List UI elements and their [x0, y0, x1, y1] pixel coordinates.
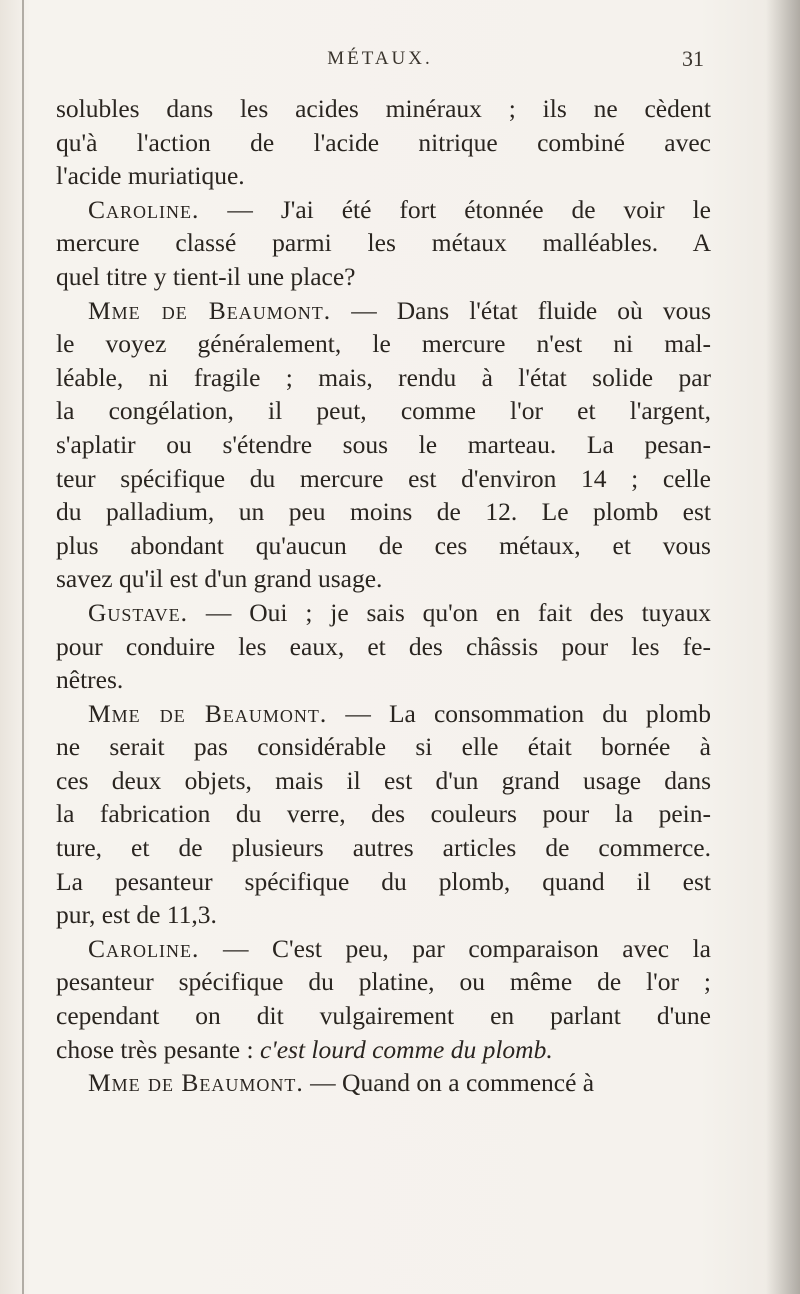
line-text: — Quand on a commencé à [303, 1068, 595, 1098]
line-text: l'acide muriatique. [56, 161, 245, 191]
line-text: pesanteur spécifique du platine, ou même de l'or ; [56, 967, 711, 997]
running-head: MÉTAUX. [327, 48, 433, 69]
text-line [56, 193, 711, 227]
text-line [56, 92, 711, 126]
text-line [56, 630, 711, 664]
speaker-name: Gustave. [88, 597, 189, 627]
line-text: ne serait pas considérable si elle était bornée à [56, 732, 711, 762]
text-line [56, 999, 711, 1033]
speaker-name: Mme de Beaumont. [88, 295, 332, 325]
page-number: 31 [682, 46, 704, 71]
text-line [56, 260, 711, 294]
line-text: — C'est peu, par comparaison avec la [199, 933, 711, 963]
line-text: La pesanteur spécifique du plomb, quand il est [56, 866, 711, 896]
line-text: ture, et de plusieurs autres articles de commerce. [56, 833, 711, 863]
text-line [56, 797, 711, 831]
speaker-name: Mme de Beaumont. [88, 1068, 304, 1098]
line-text: léable, ni fragile ; mais, rendu à l'état solide par [56, 362, 711, 392]
line-text: quel titre y tient-il une place? [56, 261, 356, 291]
line-text: nêtres. [56, 665, 124, 695]
text-line [56, 1033, 711, 1067]
text-line [56, 697, 711, 731]
text-line [56, 596, 711, 630]
line-text: savez qu'il est d'un grand usage. [56, 564, 383, 594]
speaker-name: Caroline. [88, 933, 200, 963]
text-line [56, 294, 711, 328]
text-line [56, 831, 711, 865]
text-line [56, 495, 711, 529]
text-line [56, 562, 711, 596]
line-text: cependant on dit vulgairement en parlant d'une [56, 1001, 711, 1031]
text-line [56, 327, 711, 361]
page-edge-shadow [766, 0, 800, 1294]
speaker-name: Caroline. [88, 194, 200, 224]
text-line [56, 663, 711, 697]
text-line [56, 1066, 711, 1100]
body-text [56, 92, 711, 1100]
text-line [56, 394, 711, 428]
text-line [56, 226, 711, 260]
line-text: pur, est de 11,3. [56, 900, 217, 930]
line-text: qu'à l'action de l'acide nitrique combiné avec [56, 127, 711, 157]
text-line [56, 159, 711, 193]
line-text: teur spécifique du mercure est d'environ 14 ; celle [56, 463, 711, 493]
line-text: ces deux objets, mais il est d'un grand usage dans [56, 765, 711, 795]
line-text: la congélation, il peut, comme l'or et l'argent, [56, 396, 711, 426]
text-line [56, 529, 711, 563]
text-line [56, 965, 711, 999]
line-text: pour conduire les eaux, et des châssis pour les fe- [56, 631, 711, 661]
italic-phrase: c'est lourd comme du plomb. [259, 1034, 553, 1064]
text-line [56, 898, 711, 932]
gutter-line [22, 0, 24, 1294]
line-text: la fabrication du verre, des couleurs pour la pein- [56, 799, 711, 829]
text-line [56, 730, 711, 764]
speaker-name: Mme de Beaumont. [88, 698, 328, 728]
line-text: — J'ai été fort étonnée de voir le [199, 194, 711, 224]
line-text: mercure classé parmi les métaux malléables. A [56, 228, 711, 258]
text-line [56, 462, 711, 496]
text-line [56, 361, 711, 395]
text-line [56, 428, 711, 462]
line-text: chose très pesante : [56, 1034, 260, 1064]
line-text: — Oui ; je sais qu'on en fait des tuyaux [188, 597, 711, 627]
text-line [56, 764, 711, 798]
text-line [56, 865, 711, 899]
page-header [60, 46, 704, 78]
line-text: — La consommation du plomb [327, 698, 712, 728]
line-text: du palladium, un peu moins de 12. Le plomb est [56, 497, 711, 527]
line-text: solubles dans les acides minéraux ; ils ne cèdent [56, 94, 711, 123]
line-text: le voyez généralement, le mercure n'est ni mal- [56, 329, 711, 359]
line-text: s'aplatir ou s'étendre sous le marteau. La pesan- [56, 429, 711, 459]
line-text: plus abondant qu'aucun de ces métaux, et vous [56, 530, 711, 560]
text-line [56, 932, 711, 966]
text-line [56, 126, 711, 160]
line-text: — Dans l'état fluide où vous [331, 295, 712, 325]
